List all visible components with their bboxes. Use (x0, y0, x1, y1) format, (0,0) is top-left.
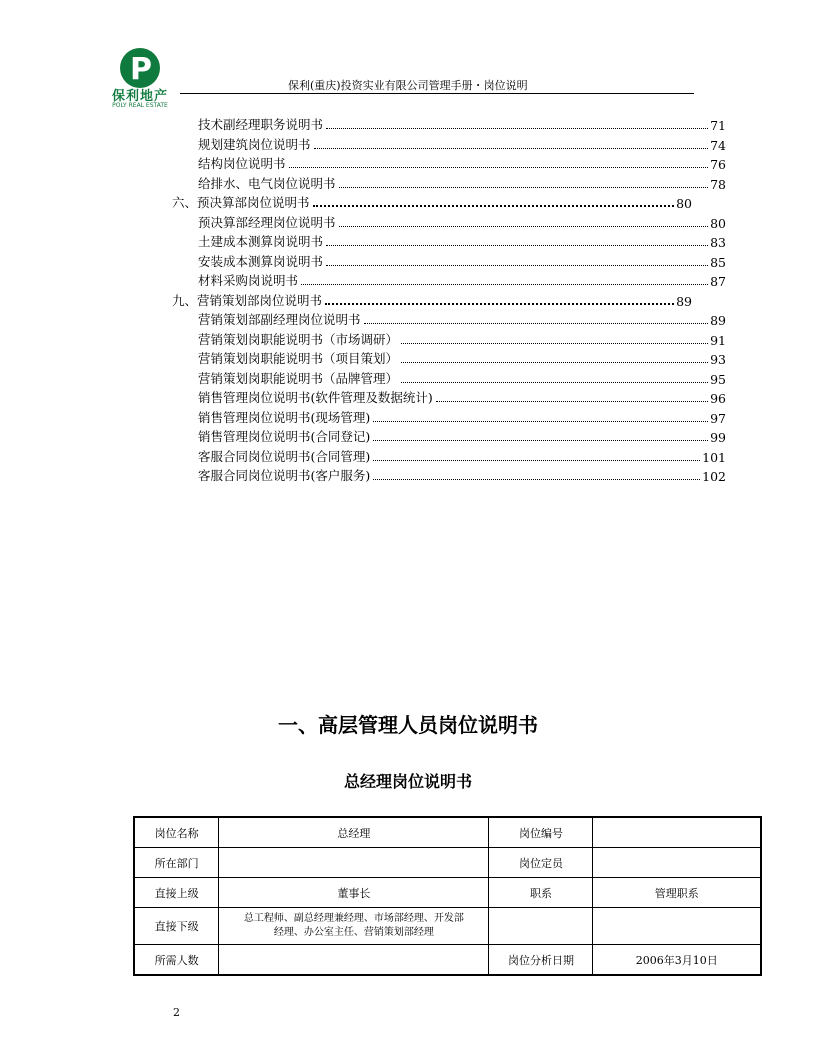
toc-entry-title: 营销策划部副经理岗位说明书 (198, 312, 361, 327)
toc-entry-title: 技术副经理职务说明书 (198, 117, 324, 132)
toc-leader-dots (326, 245, 708, 246)
header-divider (180, 93, 694, 94)
value-position-code (593, 817, 761, 848)
toc-entry-page: 78 (710, 176, 726, 192)
toc-entry-page: 91 (710, 332, 726, 348)
toc-leader-dots (401, 362, 708, 363)
toc-entry-title: 客服合同岗位说明书(客户服务) (198, 468, 371, 483)
value-job-family: 管理职系 (593, 878, 761, 908)
toc-leader-dots (326, 265, 708, 266)
toc-entry[interactable] (198, 390, 726, 406)
toc-leader-dots (289, 167, 709, 168)
toc-entry[interactable] (198, 234, 726, 250)
toc-entry-page: 85 (710, 254, 726, 270)
position-info-table (133, 816, 762, 976)
toc-leader-dots (364, 323, 709, 324)
document-title: 总经理岗位说明书 (343, 772, 472, 791)
label-department: 所在部门 (134, 848, 219, 878)
value-department (219, 848, 489, 878)
table-row (134, 878, 761, 908)
running-header: 保利(重庆)投资实业有限公司管理手册・岗位说明 (288, 79, 528, 92)
toc-entry-page: 99 (710, 430, 726, 445)
logo-text-en: POLY REAL ESTATE (112, 102, 168, 109)
toc-section-entry[interactable] (172, 293, 692, 309)
toc-entry-page: 71 (710, 118, 726, 133)
toc-entry-page: 89 (710, 313, 726, 328)
toc-entry-page: 87 (710, 274, 726, 289)
label-direct-subordinates: 直接下级 (134, 908, 219, 945)
toc-leader-dots (313, 205, 675, 207)
toc-leader-dots (339, 187, 709, 188)
label-job-family: 职系 (489, 878, 593, 908)
toc-entry-page: 95 (710, 371, 726, 387)
value-analysis-date: 2006年3月10日 (593, 945, 761, 976)
toc-entry-title: 销售管理岗位说明书(合同登记) (198, 429, 371, 444)
logo-text-cn: 保利地产 (111, 89, 168, 104)
logo-mark-icon: P (120, 48, 160, 88)
toc-entry[interactable] (198, 117, 726, 133)
toc-entry-title: 营销策划岗职能说明书（项目策划） (198, 351, 399, 366)
toc-entry-page: 74 (710, 137, 726, 153)
company-logo (104, 48, 176, 114)
toc-entry[interactable] (198, 312, 726, 328)
label-analysis-date: 岗位分析日期 (489, 945, 593, 976)
toc-leader-dots (401, 382, 708, 383)
table-row (134, 848, 761, 878)
toc-entry[interactable] (198, 137, 726, 153)
value-position-name: 总经理 (219, 817, 489, 848)
label-empty (489, 908, 593, 945)
toc-entry[interactable] (198, 351, 726, 367)
toc-entry[interactable] (198, 176, 726, 192)
toc-entry-title: 土建成本测算岗说明书 (198, 234, 324, 249)
subordinates-line-1: 总工程师、副总经理兼经理、市场部经理、开发部 (243, 913, 464, 924)
toc-entry[interactable] (198, 410, 726, 426)
label-position-code: 岗位编号 (489, 817, 593, 848)
value-required-count (219, 945, 489, 976)
toc-leader-dots (436, 401, 708, 402)
toc-entry-page: 76 (710, 157, 726, 172)
toc-entry-page: 96 (710, 391, 726, 406)
toc-leader-dots (373, 440, 708, 441)
label-position-name: 岗位名称 (134, 817, 219, 848)
toc-leader-dots (314, 148, 709, 149)
toc-entry[interactable] (198, 449, 726, 465)
value-headcount (593, 848, 761, 878)
toc-entry-page: 97 (710, 410, 726, 426)
toc-leader-dots (373, 479, 700, 480)
toc-entry[interactable] (198, 332, 726, 348)
toc-entry-title: 销售管理岗位说明书(现场管理) (198, 409, 371, 425)
toc-entry-title: 营销策划岗职能说明书（市场调研） (198, 331, 399, 347)
toc-entry-title: 客服合同岗位说明书(合同管理) (198, 448, 371, 464)
toc-entry-title: 给排水、电气岗位说明书 (198, 175, 336, 191)
label-headcount: 岗位定员 (489, 848, 593, 878)
toc-entry-page: 83 (710, 235, 726, 250)
toc-entry-title: 材料采购岗说明书 (198, 273, 299, 288)
page-number: 2 (173, 1006, 180, 1019)
value-direct-subordinates (219, 908, 489, 945)
toc-entry-page: 101 (702, 449, 726, 465)
toc-leader-dots (326, 128, 708, 129)
toc-entry-title: 六、预决算部岗位说明书 (172, 195, 310, 210)
toc-entry-title: 销售管理岗位说明书(软件管理及数据统计) (198, 390, 433, 405)
value-empty (593, 908, 761, 945)
subordinates-line-2: 经理、办公室主任、营销策划部经理 (273, 927, 434, 938)
toc-entry[interactable] (198, 429, 726, 445)
toc-entry[interactable] (198, 215, 726, 231)
toc-leader-dots (373, 421, 708, 422)
toc-entry[interactable] (198, 273, 726, 289)
section-title: 一、高层管理人员岗位说明书 (278, 713, 538, 737)
toc-leader-dots (373, 460, 700, 461)
toc-entry-page: 80 (676, 196, 692, 211)
toc-entry[interactable] (198, 468, 726, 484)
toc-leader-dots (401, 343, 708, 344)
toc-entry-title: 结构岗位说明书 (198, 156, 286, 171)
label-direct-superior: 直接上级 (134, 878, 219, 908)
toc-entry-page: 89 (676, 293, 692, 309)
toc-entry-title: 营销策划岗职能说明书（品牌管理） (198, 370, 399, 386)
toc-entry[interactable] (198, 156, 726, 172)
toc-entry-page: 80 (710, 215, 726, 231)
toc-entry-title: 预决算部经理岗位说明书 (198, 214, 336, 230)
table-row (134, 908, 761, 945)
toc-leader-dots (339, 226, 709, 227)
toc-entry-title: 安装成本测算岗说明书 (198, 253, 324, 269)
toc-entry[interactable] (198, 371, 726, 387)
toc-leader-dots (325, 303, 674, 305)
toc-leader-dots (301, 284, 708, 285)
table-row (134, 817, 761, 848)
toc-entry-title: 九、营销策划部岗位说明书 (172, 292, 323, 308)
toc-section-entry[interactable] (172, 195, 692, 211)
table-row (134, 945, 761, 976)
value-direct-superior: 董事长 (219, 878, 489, 908)
toc-entry-page: 102 (702, 469, 726, 484)
label-required-count: 所需人数 (134, 945, 219, 976)
toc-entry[interactable] (198, 254, 726, 270)
toc-entry-page: 93 (710, 352, 726, 367)
toc-entry-title: 规划建筑岗位说明书 (198, 136, 311, 152)
